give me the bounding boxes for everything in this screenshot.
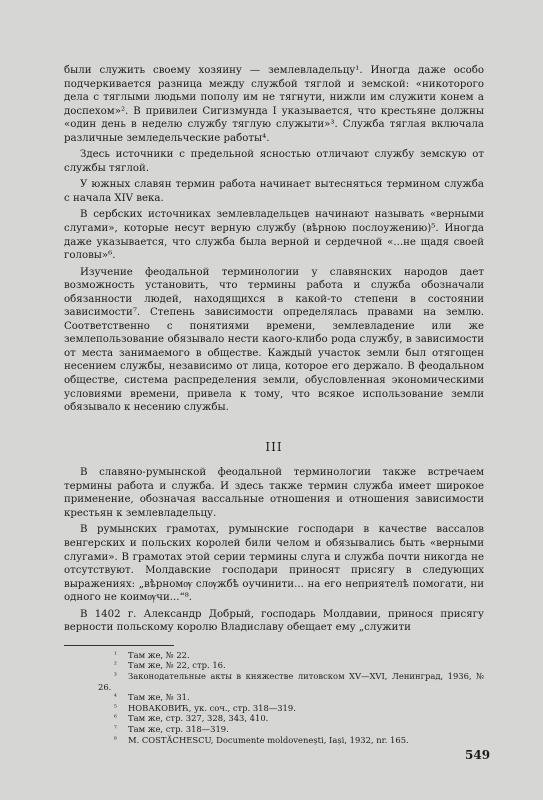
paragraph: В румынских грамотах, румынские господари в качестве вассалов венгерских и польских королей били челом и обязывались быть «верными слугами». В грамотах этой серии термины слуга и служба почти никогда не отсутствуют. Молдавские господари приносят присягу в следующих выражениях: „вѣрномѹ слѹжбѣ оучинити... на его неприятелѣ помогати, ни одного не коимѹчи...“⁸.	[64, 524, 484, 604]
footnotes	[64, 650, 484, 745]
paragraph: Изучение феодальной терминологии у славянских народов дает возможность установить, что термины работа и служба обозначали обязанности людей, находящихся в какой-то степени в состоянии зависимости⁷. Степень зависимости определялась правами на землю. Соответственно с понятиями времени, землевладение или же землепользование обязывало нести каого-клибо рода службу, в зависимости от места занимаемого в обществе. Каждый участок земли был отягощен несением службы, независимо от лица, которое его держало. В феодальном обществе, система распределения земли, обусловленная экономическими условиями времени, привела к тому, что всякое использование земли обязывало к несению службы.	[64, 266, 484, 414]
footnote: ⁵ НОВАКОВИЋ, ук. соч., стр. 318—319.	[114, 702, 296, 713]
footnote-divider	[64, 645, 174, 646]
footnote: ² Там же, № 22, стр. 16.	[114, 660, 226, 671]
page-number: 549	[465, 748, 491, 762]
footnote: ¹ Там же, № 22.	[114, 649, 190, 660]
paragraph: В 1402 г. Александр Добрый, господарь Молдавии, принося присягу верности польскому королю Владиславу обещает ему „служити	[64, 608, 484, 634]
paragraph: В славяно-румынской феодальной терминологии также встречаем термины работа и служба. И здесь также термин служба имеет широкое применение, обозначая вассальные отношения и отношения зависимости крестьян к землевладельцу.	[64, 467, 484, 519]
paragraph: Здесь источники с предельной ясностью отличают службу земскую от службы тяглой.	[64, 149, 484, 174]
paragraph: были служить своему хозяину — землевладельцу¹. Иногда даже особо подчеркивается разница между службой тяглой и земской: «никоторого дела с тяглыми людьми пополу им не тягнути, нижли им служити конем а доспехом»². В привилеи Сигизмунда I указывается, что крестьяне должны «один день в неделю службу тяглую служыти»³. Служба тяглая включала различные земледельческие работы⁴.	[64, 65, 484, 144]
footnote: ⁶ Там же, стр. 327, 328, 343, 410.	[114, 713, 269, 724]
paragraph: У южных славян термин работа начинает вытесняться термином служба с начала XIV века.	[64, 179, 484, 204]
body-text	[64, 64, 484, 745]
paragraph: В сербских источниках землевладельцев начинают называть «верными слугами», которые несут верную службу (вѣрною послоужению)⁵. Иногда даже указывается, что служба была верной и сердечной «...не щадя своей головы»⁶.	[64, 209, 484, 262]
footnote: ³ Законодательные акты в княжестве литовском XV—XVI, Ленинград, 1936, № 26.	[98, 670, 484, 692]
footnote: ⁴ Там же, № 31.	[114, 692, 190, 703]
footnote: ⁷ Там же, стр. 318—319.	[114, 723, 229, 734]
section-heading: III	[265, 439, 283, 454]
footnote: ⁸ M. COSTĂCHESCU, Documente moldovenești, Iași, 1932, nr. 165.	[114, 734, 409, 745]
